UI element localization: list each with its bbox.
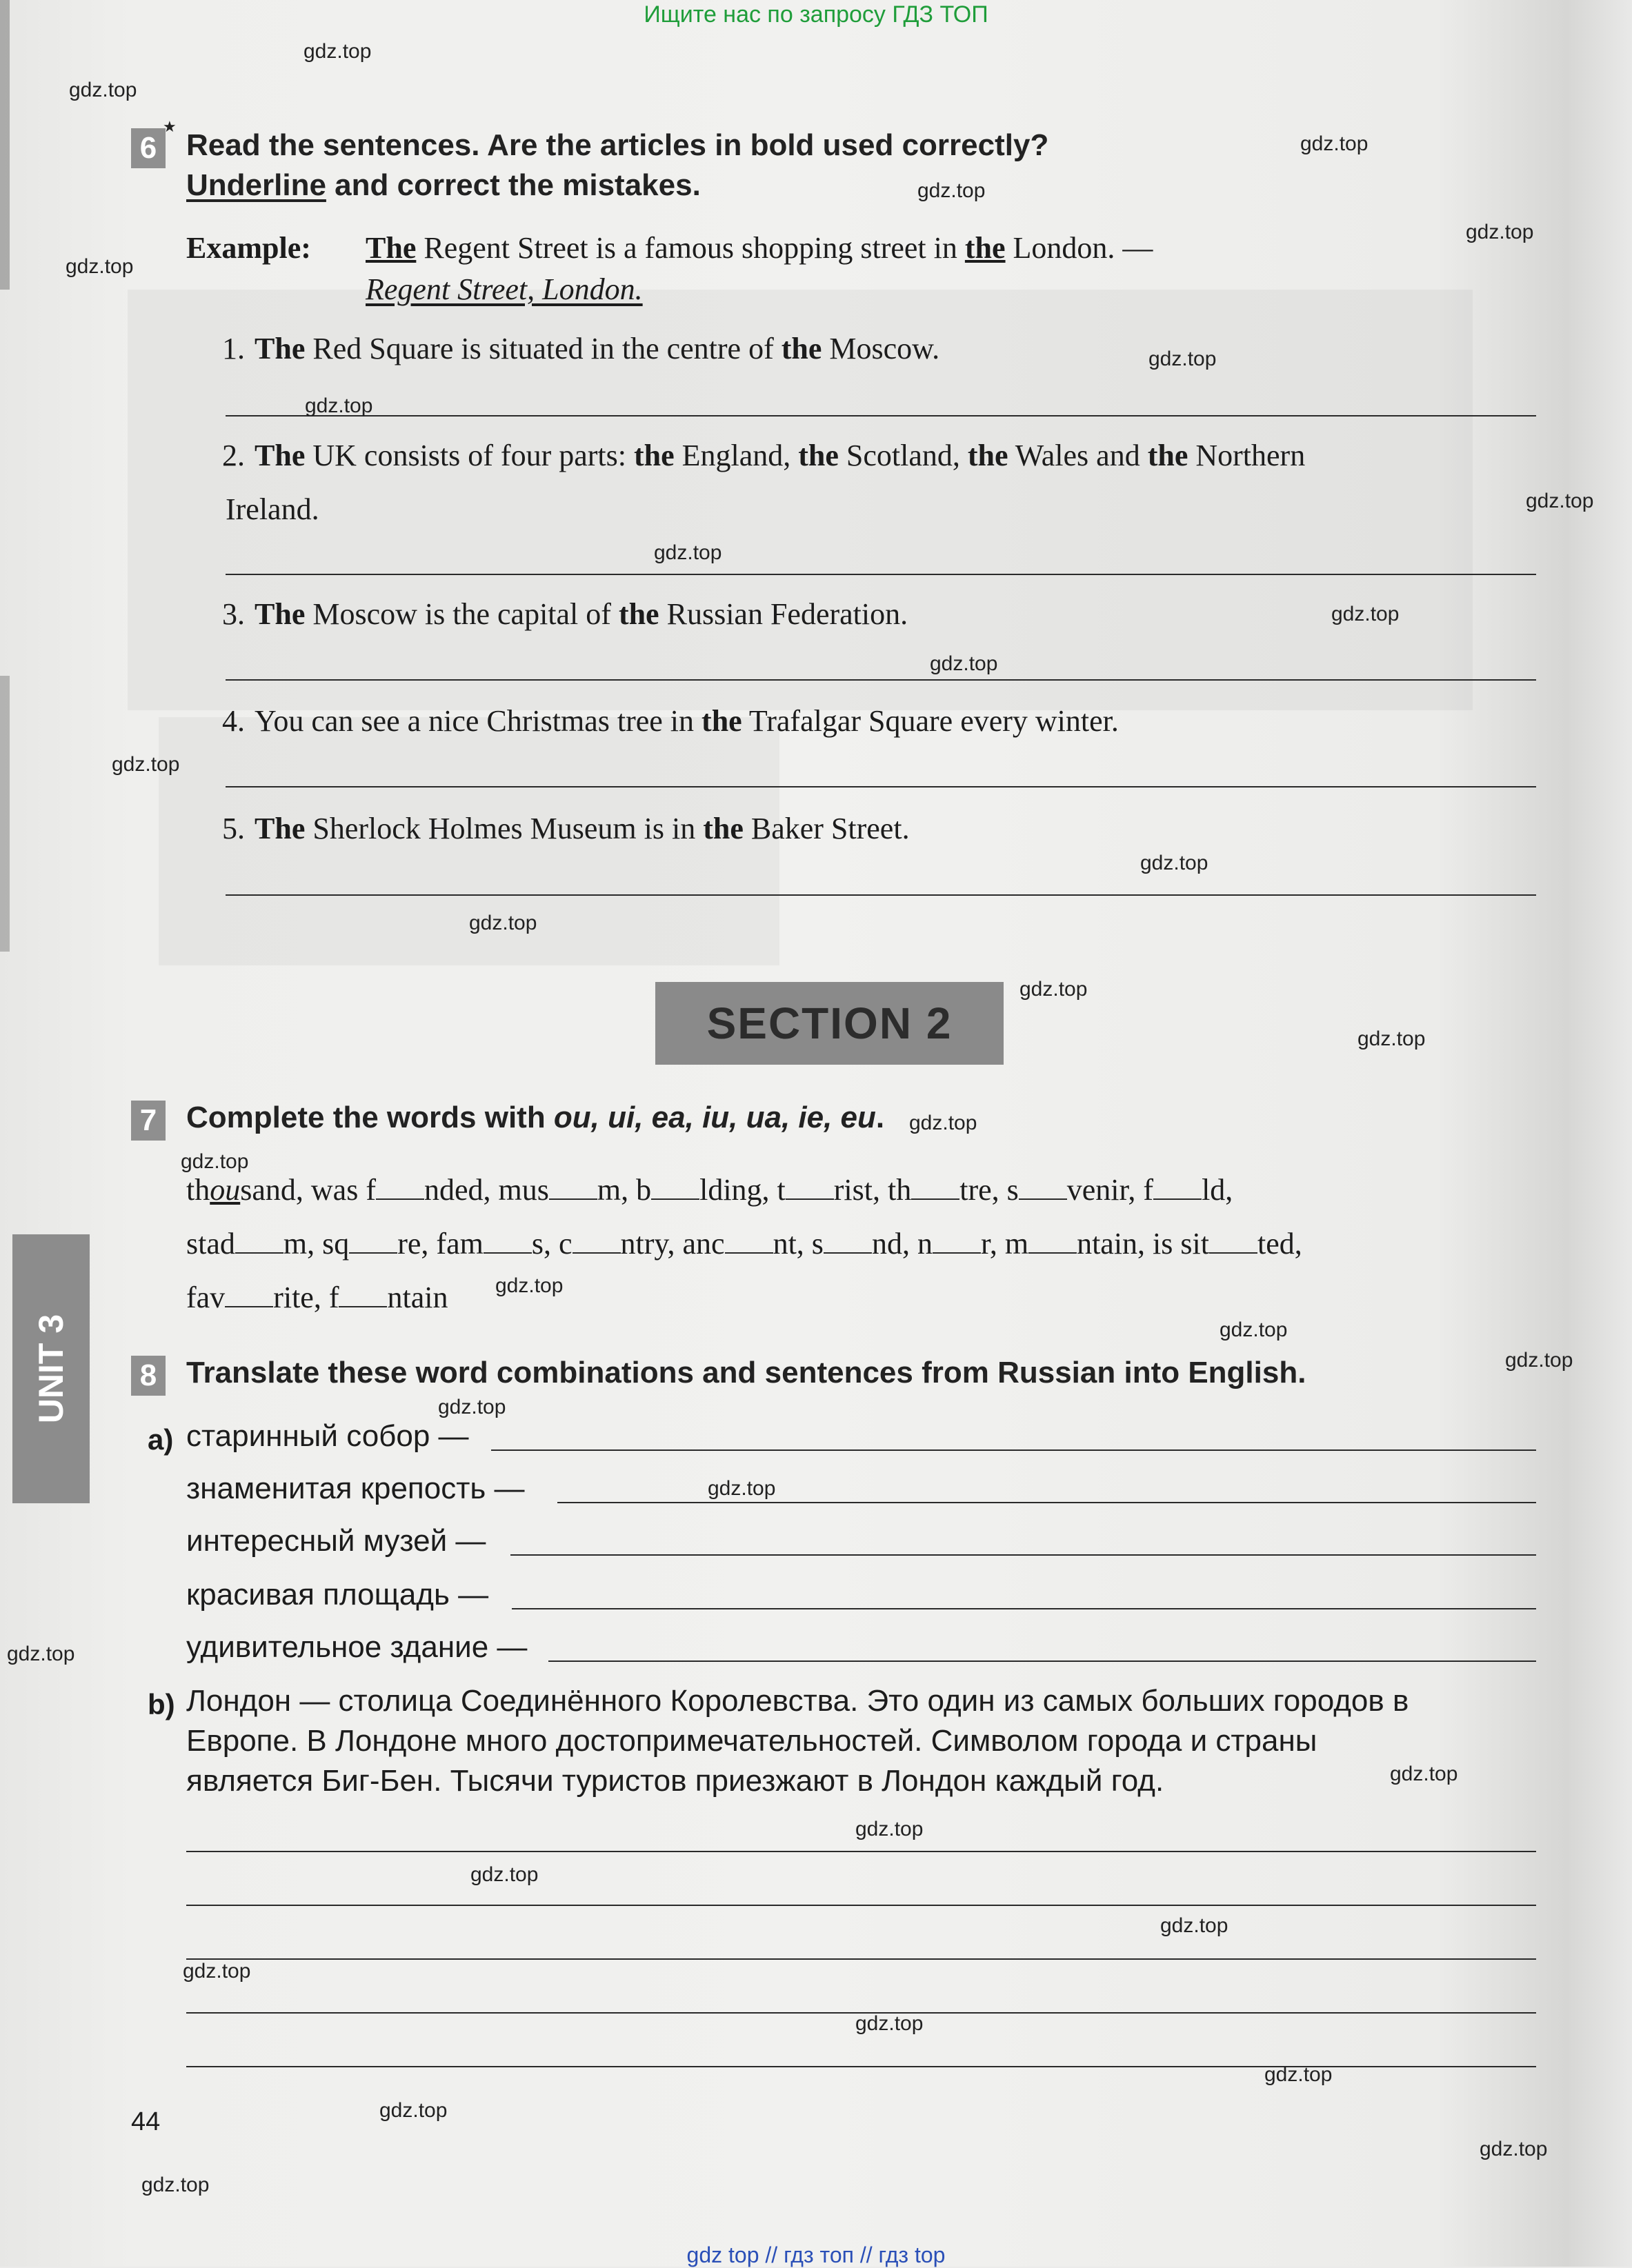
example-end: London. — [1005, 231, 1153, 265]
example-answer: Regent Street, London. [366, 272, 643, 306]
letter-blank[interactable] [933, 1229, 981, 1254]
letter-blank[interactable] [824, 1229, 872, 1254]
phrase-answer-line[interactable] [510, 1554, 1536, 1556]
exercise-6-item [222, 703, 1119, 739]
bold-article: the [618, 597, 659, 631]
item-text: Russian Federation. [659, 597, 908, 631]
watermark-text: gdz.top [909, 1112, 977, 1134]
item-number: 1. [222, 332, 245, 365]
letter-blank[interactable] [786, 1175, 834, 1200]
russian-text-line: Лондон — столица Соединённого Королевства. Это один из самых больших городов в [186, 1684, 1409, 1718]
watermark-text: gdz.top [438, 1396, 506, 1418]
bold-article: The [255, 812, 306, 845]
watermark-text: gdz.top [1526, 490, 1594, 512]
word-fragment: tre, s [959, 1173, 1019, 1207]
exercise-7-title-b: . [875, 1101, 885, 1134]
exercise-7-vowels: ou, ui, ea, iu, ua, ie, eu [553, 1101, 876, 1134]
unit-tab [12, 1234, 90, 1503]
watermark-text: gdz.top [855, 2012, 924, 2035]
part-a-label: a) [148, 1423, 174, 1456]
item-number: 4. [222, 704, 245, 738]
exercise-6-title-line1: Read the sentences. Are the articles in bold used correctly? [186, 128, 1049, 162]
answer-line[interactable] [226, 415, 1536, 417]
exercise-6-item [222, 596, 908, 632]
watermark-text: gdz.top [141, 2174, 210, 2196]
phrase-item: интересный музей — [186, 1524, 486, 1558]
bold-article: The [255, 439, 306, 472]
phrase-answer-line[interactable] [491, 1449, 1536, 1451]
russian-text-line: Европе. В Лондоне много достопримечательностей. Символом города и страны [186, 1724, 1317, 1758]
underline-word: Underline [186, 168, 326, 202]
watermark-text: gdz.top [1264, 2063, 1333, 2086]
translation-answer-line[interactable] [186, 1905, 1536, 1906]
item-text: Moscow. [822, 332, 940, 365]
watermark-text: gdz.top [183, 1960, 251, 1983]
bold-article: the [1147, 439, 1188, 472]
bold-article: the [967, 439, 1008, 472]
word-fragment: re, fam [397, 1227, 484, 1261]
exercise-6-item [222, 438, 1305, 473]
watermark-text: gdz.top [305, 394, 373, 417]
watermark-text: gdz.top [855, 1818, 924, 1840]
translation-answer-line[interactable] [186, 1958, 1536, 1960]
word-fragment: stad [186, 1227, 235, 1261]
word-fragment: s, c [531, 1227, 573, 1261]
word-row [186, 1226, 1302, 1261]
example-label: Example: [186, 231, 311, 265]
word-fragment: m, sq [283, 1227, 350, 1261]
letter-blank[interactable] [376, 1175, 424, 1200]
watermark-text: gdz.top [1331, 603, 1400, 625]
bold-article: the [633, 439, 675, 472]
phrase-item: старинный собор — [186, 1419, 469, 1453]
letter-blank[interactable] [651, 1175, 699, 1200]
word-fragment: rist, th [833, 1173, 912, 1207]
watermark-text: gdz.top [495, 1274, 564, 1297]
watermark-text: gdz.top [69, 79, 137, 101]
star-icon: ★ [163, 119, 177, 136]
letter-blank[interactable] [339, 1283, 387, 1307]
item-text: You can see a nice Christmas tree in [255, 704, 702, 738]
word-fragment: sand, was f [240, 1173, 376, 1207]
bold-article: The [255, 597, 306, 631]
exercise-7-title [186, 1101, 884, 1135]
exercise-8-title: Translate these word combinations and sentences from Russian into English. [186, 1356, 1306, 1389]
watermark-text: gdz.top [181, 1150, 249, 1173]
exercise-7-number: 7 [131, 1101, 166, 1141]
watermark-text: gdz.top [1300, 132, 1369, 155]
word-fragment: ntain [387, 1281, 448, 1314]
watermark-text: gdz.top [7, 1643, 75, 1665]
item-text: Moscow is the capital of [305, 597, 619, 631]
letter-blank[interactable] [549, 1175, 597, 1200]
watermark-text: gdz.top [1220, 1318, 1288, 1341]
bold-article: the [701, 704, 742, 738]
word-fragment: nd, n [871, 1227, 933, 1261]
phrase-answer-line[interactable] [548, 1660, 1536, 1662]
left-edge-shadow-lower [0, 676, 10, 952]
bold-article: the [798, 439, 839, 472]
item-text: Wales and [1008, 439, 1148, 472]
exercise-6-item-continued: Ireland. [226, 492, 319, 526]
example-row [186, 230, 311, 265]
page-number: 44 [131, 2107, 161, 2136]
watermark-text: gdz.top [1140, 852, 1208, 874]
exercise-6-item [222, 811, 910, 846]
watermark-text: gdz.top [112, 753, 180, 776]
watermark-text: gdz.top [470, 1863, 539, 1886]
item-text: Trafalgar Square every winter. [742, 704, 1119, 738]
watermark-text: gdz.top [1357, 1027, 1426, 1050]
word-fragment: ted, [1257, 1227, 1302, 1261]
item-text: Baker Street. [743, 812, 910, 845]
item-text: Red Square is situated in the centre of [305, 332, 782, 365]
watermark-text: gdz.top [1160, 1914, 1228, 1937]
item-number: 5. [222, 812, 245, 845]
example-the-2: the [964, 231, 1006, 265]
section-title: SECTION 2 [655, 982, 1004, 1065]
answer-line[interactable] [226, 679, 1536, 681]
letter-blank[interactable] [235, 1229, 283, 1254]
word-fragment: venir, f [1066, 1173, 1154, 1207]
answer-line[interactable] [226, 786, 1536, 787]
russian-text-line: является Биг-Бен. Тысячи туристов приезжают в Лондон каждый год. [186, 1764, 1164, 1798]
watermark-text: gdz.top [1480, 2138, 1548, 2160]
letter-blank[interactable] [1028, 1229, 1077, 1254]
phrase-item: знаменитая крепость — [186, 1472, 525, 1505]
letter-blank[interactable] [225, 1283, 273, 1307]
bold-article: the [781, 332, 822, 365]
watermark-text: gdz.top [930, 652, 998, 675]
letter-blank[interactable] [725, 1229, 773, 1254]
item-text: Scotland, [838, 439, 968, 472]
exercise-8-number: 8 [131, 1356, 166, 1396]
example-letters: ou [210, 1173, 241, 1207]
phrase-item: красивая площадь — [186, 1578, 489, 1612]
exercise-6-title [186, 128, 1048, 163]
exercise-6-title-line2: and correct the mistakes. [326, 168, 701, 202]
word-fragment: fav [186, 1281, 226, 1314]
top-banner[interactable]: Ищите нас по запросу ГДЗ ТОП [644, 1, 988, 28]
word-row [186, 1172, 1233, 1207]
watermark-text: gdz.top [1466, 221, 1534, 243]
unit-tab-label: UNIT 3 [32, 1314, 70, 1424]
phrase-answer-line[interactable] [512, 1608, 1536, 1609]
item-number: 2. [222, 439, 245, 472]
answer-line[interactable] [226, 894, 1536, 896]
answer-line[interactable] [226, 574, 1536, 575]
word-fragment: ntain, is sit [1077, 1227, 1209, 1261]
word-fragment: th [186, 1173, 210, 1207]
watermark-text: gdz.top [1019, 978, 1088, 1001]
exercise-7-title-a: Complete the words with [186, 1101, 554, 1134]
phrase-answer-line[interactable] [557, 1502, 1536, 1503]
item-text: Sherlock Holmes Museum is in [305, 812, 704, 845]
word-fragment: m, b [597, 1173, 652, 1207]
translation-answer-line[interactable] [186, 1851, 1536, 1852]
exercise-6-number: 6 [131, 128, 166, 168]
letter-blank[interactable] [1153, 1175, 1202, 1200]
letter-blank[interactable] [1019, 1175, 1067, 1200]
word-fragment: r, m [980, 1227, 1029, 1261]
watermark-text: gdz.top [917, 179, 986, 202]
watermark-text: gdz.top [379, 2099, 448, 2122]
item-text: England, [674, 439, 799, 472]
letter-blank[interactable] [911, 1175, 959, 1200]
word-fragment: rite, f [273, 1281, 339, 1314]
watermark-text: gdz.top [469, 912, 537, 934]
exercise-6-title-2 [186, 168, 701, 203]
letter-blank[interactable] [484, 1229, 532, 1254]
bold-article: The [255, 332, 306, 365]
part-b-label: b) [148, 1688, 175, 1720]
example-sentence [366, 230, 1153, 265]
watermark-text: gdz.top [1505, 1349, 1573, 1372]
watermark-text: gdz.top [303, 40, 372, 63]
letter-blank[interactable] [349, 1229, 397, 1254]
translation-answer-line[interactable] [186, 2066, 1536, 2067]
letter-blank[interactable] [1209, 1229, 1257, 1254]
watermark-text: gdz.top [1390, 1763, 1458, 1785]
example-middle: Regent Street is a famous shopping street in [416, 231, 965, 265]
letter-blank[interactable] [573, 1229, 621, 1254]
exercise-6-item [222, 331, 939, 366]
item-text: UK consists of four parts: [305, 439, 634, 472]
bold-article: the [703, 812, 744, 845]
watermark-text: gdz.top [708, 1477, 776, 1500]
example-the-1: The [366, 231, 417, 265]
watermark-text: gdz.top [1148, 348, 1217, 370]
word-fragment: nded, mus [424, 1173, 549, 1207]
word-row [186, 1280, 448, 1315]
item-number: 3. [222, 597, 245, 631]
item-text: Northern [1188, 439, 1306, 472]
word-fragment: ld, [1202, 1173, 1233, 1207]
word-fragment: nt, s [773, 1227, 824, 1261]
bottom-banner[interactable]: gdz top // гдз топ // гдз top [686, 2242, 946, 2267]
word-fragment: ntry, anc [620, 1227, 725, 1261]
phrase-item: удивительное здание — [186, 1630, 528, 1664]
watermark-text: gdz.top [654, 541, 722, 564]
watermark-text: gdz.top [66, 255, 134, 278]
left-edge-shadow [0, 0, 10, 290]
word-fragment: lding, t [699, 1173, 786, 1207]
